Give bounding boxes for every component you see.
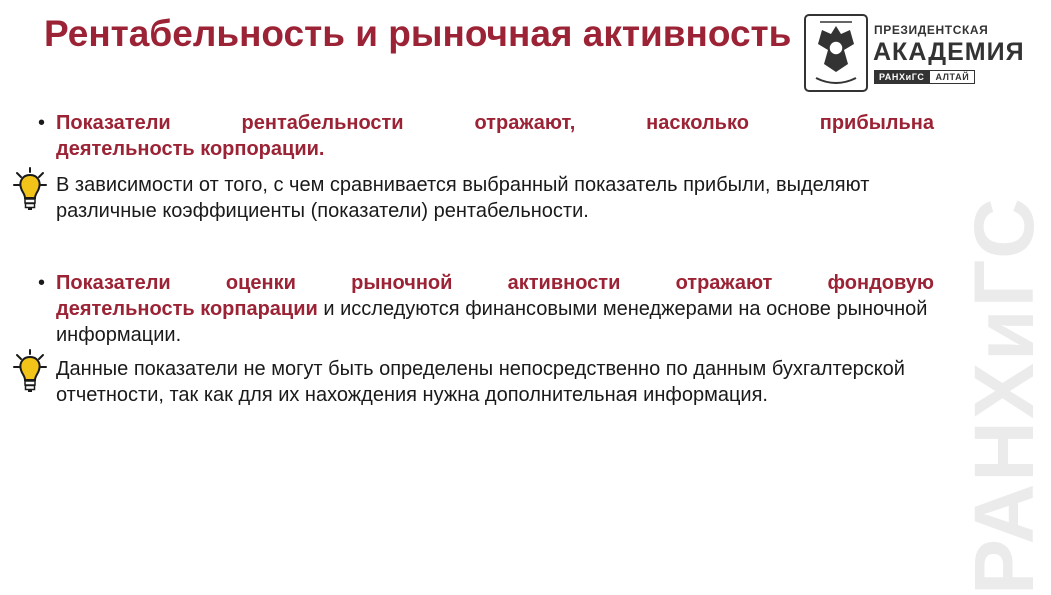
lightbulb-icon: [10, 168, 50, 212]
note-1: В зависимости от того, с чем сравнивается выбранный показатель прибыли, выделяют различные коэффициенты (показатели) рентабельности.: [56, 174, 870, 222]
academy-logo: [804, 14, 1025, 92]
logo-badge-left: РАНХиГС: [874, 70, 929, 84]
bullet-2-rest: и исследуются финансовыми менеджерами на основе рыночной информации.: [56, 298, 928, 346]
bullet-2-red-part: деятельность корпарации: [56, 298, 318, 320]
watermark-text: РАНХиГС: [957, 196, 1051, 595]
bullet-marker-1: •: [38, 112, 46, 134]
bullet-1-line1: Показатели рентабельности отражают, насколько прибыльна: [56, 112, 934, 134]
bullet-1-line2: деятельность корпорации.: [56, 138, 325, 160]
bullet-2-line1: Показатели оценки рыночной активности отражают фондовую: [56, 272, 934, 294]
logo-badge-right: АЛТАЙ: [929, 70, 975, 84]
note-2: Данные показатели не могут быть определены непосредственно по данным бухгалтерской отчетности, так как для их нахождения нужна дополнительная информация.: [56, 358, 905, 406]
logo-badge: [874, 70, 975, 84]
bullet-2-tail: [56, 296, 934, 348]
logo-line2: АКАДЕМИЯ: [873, 38, 1025, 66]
eagle-emblem-icon: [804, 14, 868, 92]
logo-line1: ПРЕЗИДЕНТСКАЯ: [874, 23, 989, 37]
bullet-1: [56, 110, 934, 162]
bullet-2: [56, 270, 934, 348]
lightbulb-icon: [10, 350, 50, 394]
slide-title: Рентабельность и рыночная активность: [44, 13, 792, 54]
bullet-marker-2: •: [38, 272, 46, 294]
